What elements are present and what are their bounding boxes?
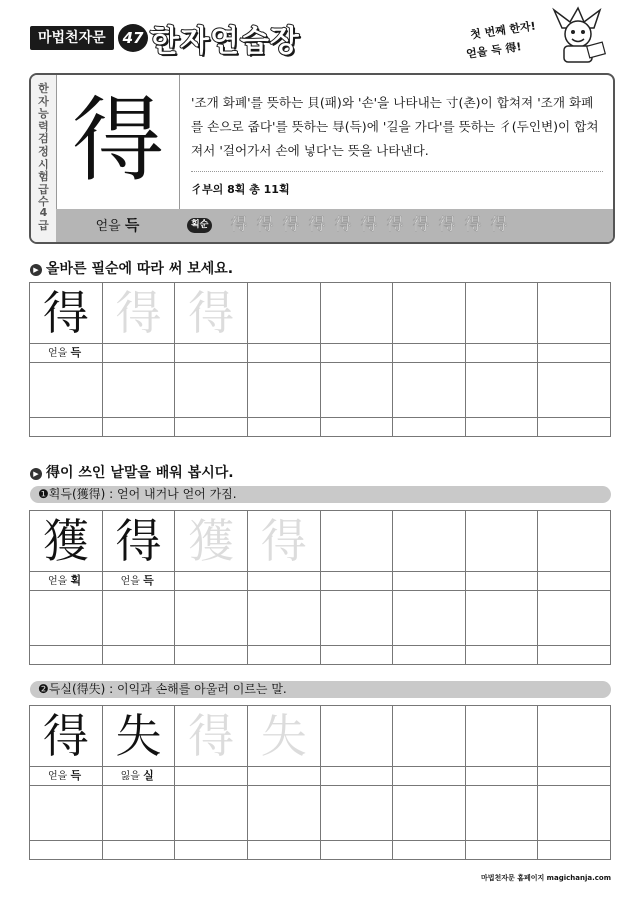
- writing-cell[interactable]: [538, 511, 611, 572]
- cell-label: 얻을 획: [48, 574, 82, 587]
- stroke-step: 得: [464, 215, 482, 235]
- model-char: 得: [42, 286, 89, 340]
- writing-cell[interactable]: [320, 591, 393, 646]
- cell-label: 얻을 득: [120, 574, 154, 587]
- model-char: 得: [115, 514, 162, 568]
- trace-char: 得: [115, 286, 162, 340]
- stroke-step: 得: [412, 215, 430, 235]
- model-char: 失: [115, 709, 162, 763]
- writing-cell[interactable]: [538, 283, 611, 344]
- writing-cell[interactable]: [320, 511, 393, 572]
- writing-cell[interactable]: [102, 786, 175, 841]
- stroke-step: 得: [438, 215, 456, 235]
- meaning-reading: 얻을 득: [95, 216, 140, 234]
- writing-cell[interactable]: [102, 511, 175, 572]
- stroke-order-label: 획순: [187, 218, 212, 233]
- writing-cell[interactable]: [320, 786, 393, 841]
- mascot-illustration: [548, 6, 610, 64]
- model-char: 得: [42, 709, 89, 763]
- model-char: 獲: [42, 514, 89, 568]
- practice-grid-2: [29, 510, 611, 665]
- stroke-order-steps: [226, 209, 512, 242]
- writing-cell[interactable]: [247, 786, 320, 841]
- practice-grid-1: [29, 282, 611, 437]
- play-icon: ▶: [30, 468, 42, 480]
- writing-cell[interactable]: [538, 706, 611, 767]
- writing-cell[interactable]: [393, 511, 466, 572]
- writing-cell[interactable]: [175, 511, 248, 572]
- writing-cell[interactable]: [30, 363, 103, 418]
- writing-cell[interactable]: [30, 511, 103, 572]
- stroke-step: 得: [490, 215, 508, 235]
- page-title: 한자연습장: [150, 24, 300, 59]
- writing-cell[interactable]: [30, 591, 103, 646]
- info-bottom-bar: [56, 209, 613, 242]
- writing-cell[interactable]: [175, 363, 248, 418]
- writing-cell[interactable]: [30, 786, 103, 841]
- writing-cell[interactable]: [102, 283, 175, 344]
- play-icon: ▶: [30, 264, 42, 276]
- radical-stroke-count: 彳부의 8획 총 11획: [191, 183, 290, 196]
- writing-cell[interactable]: [175, 283, 248, 344]
- writing-cell[interactable]: [102, 591, 175, 646]
- writing-cell[interactable]: [175, 706, 248, 767]
- main-character: 得: [71, 87, 164, 194]
- series-badge: 마법천자문: [30, 26, 114, 50]
- writing-cell[interactable]: [30, 706, 103, 767]
- stroke-step: 得: [256, 215, 274, 235]
- exam-grade: 4 급: [38, 206, 49, 232]
- writing-cell[interactable]: [538, 363, 611, 418]
- word1-definition-bar: ❶획득(獲得) : 얻어 내거나 얻어 가짐.: [30, 486, 611, 503]
- writing-cell[interactable]: [465, 591, 538, 646]
- stroke-step: 得: [308, 215, 326, 235]
- writing-cell[interactable]: [320, 706, 393, 767]
- stroke-step: 得: [282, 215, 300, 235]
- writing-cell[interactable]: [247, 363, 320, 418]
- character-description: '조개 화폐'를 뜻하는 貝(패)와 '손'을 나타내는 寸(촌)이 합쳐져 '조개 화폐를 손으로 줍다'를 뜻하는 㝵(득)에 '길을 가다'를 뜻하는 彳(두인변)이 합쳐져서 '걸어가서 손에 넣다'는 뜻을 나타낸다.: [191, 95, 599, 158]
- cell-label: 잃을 실: [120, 769, 154, 782]
- cell-label: 얻을 득: [48, 346, 82, 359]
- writing-cell[interactable]: [538, 786, 611, 841]
- writing-cell[interactable]: [538, 591, 611, 646]
- trace-char: 獲: [188, 514, 235, 568]
- writing-cell[interactable]: [247, 283, 320, 344]
- practice-grid-3: [29, 705, 611, 860]
- trace-char: 失: [260, 709, 307, 763]
- writing-cell[interactable]: [465, 706, 538, 767]
- slogan-line1: 첫 번째 한자!: [469, 19, 537, 42]
- writing-cell[interactable]: [320, 283, 393, 344]
- cell-label: 얻을 득: [48, 769, 82, 782]
- writing-cell[interactable]: [320, 363, 393, 418]
- stroke-step: 得: [334, 215, 352, 235]
- writing-cell[interactable]: [465, 786, 538, 841]
- lesson-number: 47: [118, 24, 148, 52]
- character-info-box: [29, 73, 615, 244]
- writing-cell[interactable]: [465, 511, 538, 572]
- writing-cell[interactable]: [393, 591, 466, 646]
- exam-label: 한 자 능 력 검 정 시 험 급 수: [38, 82, 49, 209]
- trace-char: 得: [260, 514, 307, 568]
- writing-cell[interactable]: [465, 283, 538, 344]
- writing-cell[interactable]: [247, 706, 320, 767]
- section2-heading: ▶ 得이 쓰인 낱말을 배워 봅시다.: [30, 462, 234, 482]
- section1-heading: ▶ 올바른 필순에 따라 써 보세요.: [30, 258, 233, 278]
- stroke-step: 得: [386, 215, 404, 235]
- trace-char: 得: [188, 709, 235, 763]
- slogan-line2: 얻을 득 得!: [465, 40, 523, 61]
- footer-credit: 마법천자문 홈페이지 magichanja.com: [480, 874, 611, 882]
- writing-cell[interactable]: [175, 786, 248, 841]
- stroke-step: 得: [230, 215, 248, 235]
- writing-cell[interactable]: [102, 706, 175, 767]
- writing-cell[interactable]: [465, 363, 538, 418]
- writing-cell[interactable]: [393, 706, 466, 767]
- writing-cell[interactable]: [102, 363, 175, 418]
- trace-char: 得: [188, 286, 235, 340]
- writing-cell[interactable]: [30, 283, 103, 344]
- word2-definition-bar: ❷득실(得失) : 이익과 손해를 아울러 이르는 말.: [30, 681, 611, 698]
- writing-cell[interactable]: [247, 511, 320, 572]
- writing-cell[interactable]: [393, 786, 466, 841]
- writing-cell[interactable]: [247, 591, 320, 646]
- writing-cell[interactable]: [393, 283, 466, 344]
- stroke-step: 得: [360, 215, 378, 235]
- exam-level-sidebar: [31, 75, 57, 242]
- writing-cell[interactable]: [393, 363, 466, 418]
- writing-cell[interactable]: [175, 591, 248, 646]
